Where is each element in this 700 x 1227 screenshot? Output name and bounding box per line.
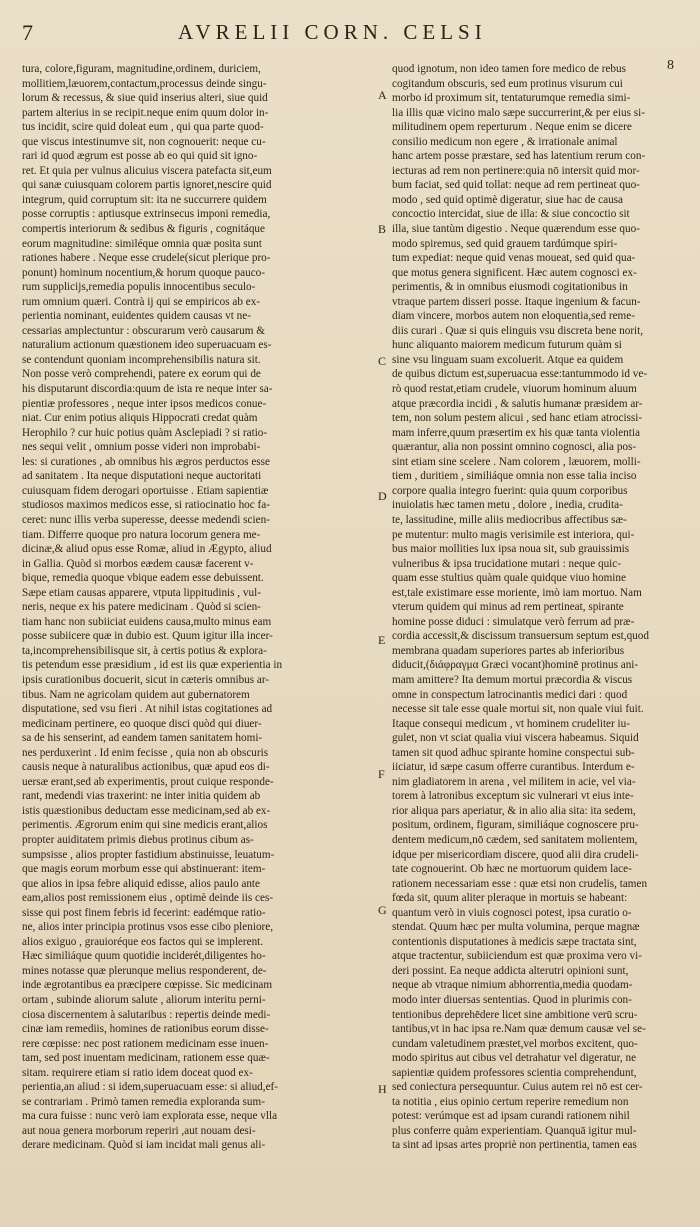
margin-letter-h: H — [378, 1082, 387, 1096]
text-line: pe mutentur: multo magis verisimile est interiora, qui- — [392, 528, 635, 541]
text-line: posse corruptis : aptiusque extrinsecus imponi remedia, — [22, 208, 271, 221]
text-line: pientiæ professores , neque inter ipsos medicos conue- — [22, 397, 267, 410]
text-line: cogitandum obscuris, sed eum protinus visurum cui — [392, 77, 623, 90]
text-line: Sæpe etiam causas apparere, vtputa lippitudinis , vul- — [22, 586, 261, 599]
text-line: plus conferre quàm experientiam. Quanquā igitur mul- — [392, 1124, 637, 1137]
text-line: que motus genera significent. Hæc autem cognosci ex- — [392, 266, 637, 279]
text-line: deri possint. Ea neque addicta alterutri opinioni sunt, — [392, 964, 629, 977]
text-line: dicinæ,& aliud opus esse Romæ, aliud in Ægypto, aliud — [22, 543, 272, 556]
text-line: diis curari . Quæ si quis elinguis vsu discreta bene norit, — [392, 324, 644, 337]
text-line: te, lassitudine, mille aliis mediocribus affectibus sæ- — [392, 513, 627, 526]
text-line: tentionibus deprehēdere licet sine ambitione verū scru- — [392, 1008, 638, 1021]
text-line: cessarias amplectuntur : obscurarum verò causarum & — [22, 324, 265, 337]
text-line: modo , sed quid optimè digeratur, siue hac de causa — [392, 193, 624, 206]
text-line: lorum & recessus, & siue quid inserius alteri, siue quid — [22, 92, 268, 105]
text-line: tus incidit, scire quid doleat eum , qui qua parte quod- — [22, 121, 264, 134]
text-line: bus maior mollities lux ipsa noua sit, sub grauissimis — [392, 543, 630, 556]
text-line: quam esse stultius quàm quale quidque viuo homine — [392, 572, 626, 585]
text-line: rant, medendi vias traxerint: ne inter initia quidem ab — [22, 790, 261, 803]
text-line: se contendunt quoniam incomprehensibilis natura sit. — [22, 353, 261, 366]
text-line: vterum quidem qui minus ad rem pertineat, spirante — [392, 601, 624, 614]
text-line: rari id quod ægrum est posse ab eo qui quid sit igno- — [22, 150, 258, 163]
text-line: sisse qui post finem febris id fecerint: eadémque ratio- — [22, 906, 266, 919]
text-line: diam vincere, morbos autem non eloquentia,sed reme- — [392, 310, 635, 323]
text-line: atque tractentur, subiiciendum est quæ proxima vero vi- — [392, 950, 642, 963]
text-line: causis neque à naturalibus actionibus, quæ apud eos di- — [22, 761, 270, 774]
text-line: vulneribus & ipsa trucidatione mutari : neque quic- — [392, 557, 621, 570]
text-line: propter auiditatem primis diebus protinus cibum as- — [22, 833, 254, 846]
text-line: neris, neque ex his patere medicinam . Quòd si scien- — [22, 601, 261, 614]
text-line: sed coniectura persequuntur. Cuius autem rei nō est cer- — [392, 1081, 643, 1094]
left-column — [22, 62, 372, 1153]
text-line: naturalium actionum quæstionem ideo superuacuam es- — [22, 339, 272, 352]
text-line: rò quod restat,etiam crudele, viuorum hominum aluum — [392, 383, 637, 396]
text-line: ta sint ad ipsas artes propriè non pertinentia, tamen eas — [392, 1139, 637, 1152]
text-line: tum expediat: neque quid venas moueat, sed quid qua- — [392, 252, 636, 265]
margin-letter-f: F — [378, 767, 385, 781]
text-line: mam inferre,quum præsertim ex his quæ tanta violentia — [392, 426, 640, 439]
text-line: quantum verò in viuis cognosci potest, ipsa curatio o- — [392, 906, 632, 919]
text-line: medicinam pertinere, eo quoque disci quòd qui diuer- — [22, 717, 262, 730]
text-line: cordia accessit,& discissum transuersum septum est,quod — [392, 630, 649, 643]
text-line: sitam. requirere etiam si ratio idem doceat quod ex- — [22, 1066, 253, 1079]
running-title: AVRELII CORN. CELSI — [178, 20, 487, 44]
text-line: sumpsisse , alios propter fastidium abstinuisse, leuatum- — [22, 848, 275, 861]
margin-letter-g: G — [378, 903, 387, 917]
margin-letter-a: A — [378, 88, 387, 102]
text-line: dentem medicum,nō cædem, sed sanitatem molientem, — [392, 833, 638, 846]
text-line: tem, non solum pestem alicui , sed hanc etiam atrocissi- — [392, 412, 643, 425]
text-line: studiosos maximos medicos esse, si ratiocinatio hoc fa- — [22, 499, 270, 512]
text-line: positum, ordinem, figuram, similiáque cognoscere pru- — [392, 819, 639, 832]
text-line: ceret: nunc illis verba superesse, deesse medendi scien- — [22, 513, 270, 526]
text-line: ipsis curationibus docuerit, sicut in cæteris omnibus ar- — [22, 673, 270, 686]
text-line: Itaque consequi medicum , vt hominem crudeliter iu- — [392, 717, 630, 730]
text-line: torem à latronibus exceptum sic vulnerari vt eius inte- — [392, 790, 634, 803]
text-line: rum supplicijs,remedia populis innocentibus seculo- — [22, 281, 256, 294]
margin-letter-b: B — [378, 222, 387, 236]
text-line: mollitiem,læuorem,contactum,processus deinde singu- — [22, 77, 267, 90]
margin-letter-e: E — [378, 633, 386, 647]
text-line: sa de his senserint, ad eandem tamen sanitatem homi- — [22, 732, 263, 745]
text-line: ortam , subinde aliorum salute , aliorum interitu perni- — [22, 994, 266, 1006]
text-line: tamen sit quod adhuc spirante homine conspectui sub- — [392, 746, 635, 759]
text-line: derare medicinam. Quòd si iam incidat mali genus ali- — [22, 1139, 266, 1152]
text-line: integrum, quid corruptum sit: ita ne succurrere quidem — [22, 193, 267, 206]
text-line: tiem , duritiem , similiáque omnia non esse talia inciso — [392, 470, 637, 483]
text-line: stendat. Quum hæc per multa volumina, perque magnæ — [392, 921, 640, 934]
text-line: aut noua genera morborum reperiri ,aut nouam desi- — [22, 1124, 256, 1137]
text-line: consilio medicum non egere , & irrationale animal — [392, 135, 618, 148]
text-line: que viscus intestinumve sit, non cognouerit: neque cu- — [22, 135, 266, 148]
text-line: tam, sed post inuentam medicinam, rationem esse quæ- — [22, 1052, 270, 1065]
text-line: ne, alios inter principia protinus vsos esse cibo pleniore, — [22, 921, 274, 934]
text-line: Hæc similiáque quum quotidie inciderét,diligentes ho- — [22, 950, 266, 963]
text-line: tate cognouerint. Ob hæc ne mortuorum quidem lace- — [392, 863, 632, 876]
text-line: cinæ iam remediis, homines de rationibus eorum disse- — [22, 1023, 269, 1036]
text-line: neque ab vtraque nimium abhorrentia,media quodam- — [392, 979, 633, 992]
text-line: est,tale existimare esse moriente, imò iam mortuo. Nam — [392, 586, 642, 599]
text-line: atque præcordia incidi , & salutis humanæ præsidem ar- — [392, 397, 643, 410]
text-line: bum faciat, sed quid tollat: neque ad rem pertineat quo- — [392, 179, 640, 192]
text-line: ciosa discernentem à salutaribus : repertis deinde medi- — [22, 1008, 271, 1021]
text-line: nes perduxerint . Id enim fecisse , quia non ab obscuris — [22, 746, 269, 759]
text-line: ma cura fuisse : nunc verò iam explorata esse, neque vlla — [22, 1110, 278, 1123]
page-number: 7 — [22, 20, 33, 45]
text-line: contentionis disputationes à medicis sæpe tractata sint, — [392, 935, 637, 948]
text-line: disputatione, sed vsu fieri . At nihil istas cogitationes ad — [22, 703, 273, 716]
text-line: modo spiremus, sed quid grauem tardúmque spiri- — [392, 237, 618, 250]
text-line: inuiolatis hæc tamen metu , dolore , inedia, crudita- — [392, 499, 623, 512]
text-line: tiam. Differre quoque pro natura locorum genera me- — [22, 528, 261, 541]
text-line: perimentis, & in omnibus eiusmodi cogitationibus in — [392, 281, 628, 294]
text-line: in Gallia. Quòd si morbos eædem causæ facerent v- — [22, 557, 254, 570]
text-line: que magis eorum morbum esse qui abstinuerant: item- — [22, 863, 266, 876]
text-line: les: si curationes , ab omnibus his ægros perductos esse — [22, 455, 270, 468]
text-line: diducit,(διάφραγμα Græci vocant)hominē protinus ani- — [392, 659, 639, 672]
text-line: uersæ erant,sed ab experimentis, prout cuique responde- — [22, 775, 274, 788]
text-line: perimentis. Ægrorum enim qui sine medicis erant,alios — [22, 819, 268, 832]
text-line: iecturas ad rem non pertinere:quia nō intersit quid mor- — [392, 164, 640, 177]
text-line: tura, colore,figuram, magnitudine,ordinem, duriciem, — [22, 63, 261, 75]
text-line: de quibus dictum est,superuacua esse:tantummodo id ve- — [392, 368, 648, 381]
text-line: vtraque partem disseri posse. Itaque ingenium & facun- — [392, 295, 641, 308]
text-line: ta notitia , eius opinio certum reperire remedium non — [392, 1095, 629, 1108]
text-line: sapientiæ quidem professores scientia comprehendunt, — [392, 1066, 637, 1079]
text-line: corpore qualia integro fuerint: quia quum corporibus — [392, 484, 628, 497]
text-line: tiam hanc non subiiciat euidens causa,multo minus eam — [22, 615, 272, 628]
text-line: perientia,an aliud : si idem,superuacuam esse: si aliud,ef- — [22, 1081, 278, 1094]
page-header — [0, 20, 700, 50]
text-line: gulet, non vt sciat qualia viui viscera habeamus. Siquid — [392, 732, 639, 745]
text-line: rationes habere . Neque esse crudele(sicut plerique pro- — [22, 252, 271, 265]
text-line: eam,alios post remissionem eius , optimè deinde iis ces- — [22, 892, 274, 905]
text-line: necesse sit tale esse quale mortui sit, non quale viui fuit. — [392, 703, 644, 716]
signature-mark: 8 — [667, 58, 674, 73]
text-line: Non posse verò comprehendi, patere ex eorum qui de — [22, 368, 261, 381]
text-line: ret. Et quia per vulnus alicuius viscera patefacta sit,eum — [22, 164, 272, 177]
text-line: ad sanitatem . Ita neque disputationi neque auctoritati — [22, 470, 262, 483]
text-line: quærantur, alia non possint omnino cognosci, alia pos- — [392, 441, 637, 454]
text-line: hunc aliquanto maiorem medicum futurum quàm si — [392, 339, 622, 352]
text-line: iiciatur, id sæpe casum offerre curantibus. Interdum e- — [392, 761, 635, 774]
text-line: membrana quadam superiores partes ab inferioribus — [392, 644, 625, 657]
text-line: partem alterius in se recipit.neque enim quum dolor in- — [22, 106, 269, 119]
text-line: modo spiritus aut cibus vel detrahatur vel digeratur, ne — [392, 1052, 637, 1065]
text-line: perientia nominant, euidentes quidem causas vt ne- — [22, 310, 251, 323]
text-line: alios exiguo , grauioréque eos factos qui se implerent. — [22, 935, 264, 948]
text-line: rum omnium quæri. Contrà ij qui se empiricos ab ex- — [22, 295, 261, 308]
text-line: sint etiam sine scelere . Nam colorem , læuorem, molli- — [392, 455, 641, 468]
text-line: posse subiicere quæ in dubio est. Quum igitur illa incer- — [22, 630, 273, 643]
text-line: illa, siue tantùm digestio . Neque quærendum esse quo- — [392, 223, 640, 236]
text-line: quod ignotum, non ideo tamen fore medico de rebus — [392, 63, 626, 75]
text-line: omne in conspectum latrocinantis medici dari : quod — [392, 688, 628, 701]
text-line: qui sanæ cuiusquam colorem partis ignoret,nescire quid — [22, 179, 272, 192]
text-line: sine vsu linguam suam excoluerit. Atque ea quidem — [392, 353, 624, 366]
text-line: nim gladiatorem in arena , vel militem in acie, vel via- — [392, 775, 636, 788]
text-line: eorum magnitudine: similéque omnia quæ posita sunt — [22, 237, 262, 250]
text-line: idque per misericordiam discere, quod alii dira crudeli- — [392, 848, 639, 861]
text-line: nes sequi velit , omnium posse videri non improbabi- — [22, 441, 261, 454]
text-line: tibus. Nam ne agricolam quidem aut gubernatorem — [22, 688, 250, 701]
text-line: lia illis quæ vicino malo sæpe succurrerint,& per eius si- — [392, 106, 645, 119]
text-line: hanc artem posse præstare, sed has latentium rerum con- — [392, 150, 646, 163]
text-line: rere cœpisse: nec post rationem medicinam esse inuen- — [22, 1037, 269, 1050]
margin-letter-c: C — [378, 354, 387, 368]
text-line: compertis interiorum & sedibus & figuris , cognitáque — [22, 223, 265, 236]
text-line: his disputarunt discordia:quum de ista re neque inter sa- — [22, 383, 273, 396]
text-line: cundam valetudinem præstet,vel morbos excitent, quo- — [392, 1037, 638, 1050]
margin-letter-d: D — [378, 489, 387, 503]
text-line: rior aliqua pars aperiatur, & in alio alia sita: ita sedem, — [392, 804, 636, 817]
text-line: modo inter diuersas sententias. Quod in plurimis con- — [392, 994, 632, 1006]
text-line: morbo id proximum sit, tentaturumque remedia simi- — [392, 92, 631, 105]
text-line: concoctio intercidat, siue de illa: & siue concoctio sit — [392, 208, 630, 221]
text-line: cuiusquam fidem derogari oportuisse . Etiam sapientiæ — [22, 484, 269, 497]
text-line: potest: verúmque est ad ipsam curandi rationem nihil — [392, 1110, 630, 1123]
text-line: bique, remedia quoque vbique eadem esse debuissent. — [22, 572, 264, 585]
text-line: fœda sit, quum aliter pleraque in mortuis se habeant: — [392, 892, 628, 905]
text-line: mam amittere? Ita demum mortui præcordia & viscus — [392, 673, 633, 686]
text-line: inde ægrotantibus ea præcipere cœpisse. Sic medicinam — [22, 979, 273, 992]
text-line: ponunt) hominum nocentium,& horum quoque pauco- — [22, 266, 265, 279]
text-line: tis petendum esse præsidium , id est iis quæ experientia in — [22, 659, 283, 672]
text-line: mines notasse quæ plerunque melius responderent, de- — [22, 964, 267, 977]
right-column — [392, 62, 682, 1153]
text-line: rationem necessariam esse : quæ etsi non crudelis, tamen — [392, 877, 648, 890]
text-line: tantibus,vt in hac ipsa re.Nam quæ demum causæ vel se- — [392, 1023, 646, 1036]
text-line: homine posse diduci : simulatque verò ferrum ad præ- — [392, 615, 635, 628]
text-line: que alios in ipsa febre aliquid edisse, alios paulo ante — [22, 877, 260, 890]
text-line: ta,incomprehensibilisque sit, à certis potius & explora- — [22, 644, 267, 657]
text-line: istis quæstionibus deductam esse medicinam,sed ab ex- — [22, 804, 271, 817]
text-line: se contrariam . Primò tamen remedia exploranda sum- — [22, 1095, 265, 1108]
text-line: militudinem opem reperturum . Neque enim se dicere — [392, 121, 632, 134]
text-line: Herophilo ? cur huic potius quàm Asclepiadi ? si ratio- — [22, 426, 268, 439]
text-line: niat. Cur enim potius aliquis Hippocrati credat quàm — [22, 412, 258, 425]
